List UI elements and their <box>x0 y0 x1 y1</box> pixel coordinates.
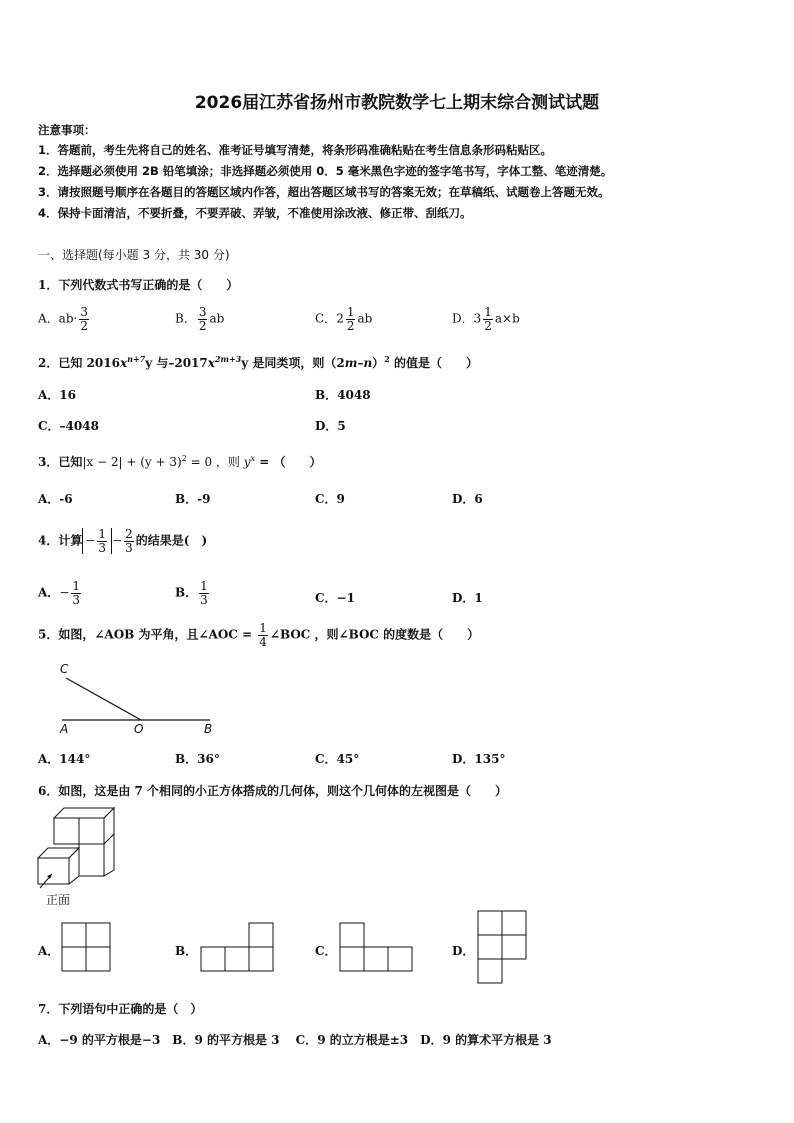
notice-item-3: 3．请按照题号顺序在各题目的答题区域内作答，超出答题区域书写的答案无效；在草稿纸、试题卷上答题无效。 <box>38 185 610 199</box>
q4-option-d[interactable]: D．1 <box>452 591 483 605</box>
option-label: B． <box>175 585 198 600</box>
text: y 与–2017 <box>145 356 208 370</box>
expr: ab <box>357 311 373 326</box>
option-label: B． <box>175 311 196 326</box>
q2-option-b[interactable]: B．4048 <box>315 388 371 402</box>
notice-item-2: 2．选择题必须使用 2B 铅笔填涂；非选择题必须使用 0．5 毫米黑色字迹的签字笔书写，字体工整、笔迹清楚。 <box>38 164 613 178</box>
denominator: 3 <box>200 592 208 607</box>
q1-option-b[interactable] <box>175 306 224 332</box>
front-view-label: 正面 <box>46 893 71 907</box>
option-label: D． <box>452 311 474 326</box>
text: 4．计算 <box>38 533 83 548</box>
fraction <box>71 580 81 606</box>
var: x <box>207 356 215 370</box>
var: m <box>344 356 358 370</box>
denominator: 3 <box>125 540 133 555</box>
q4-option-b[interactable] <box>175 580 211 606</box>
text: y 是同类项，则（2 <box>241 356 345 370</box>
var: y <box>243 455 251 469</box>
exponent: n+7 <box>127 354 146 364</box>
q6-option-d[interactable]: D． <box>452 944 475 958</box>
q2-stem <box>38 354 478 371</box>
q6-option-b-figure <box>199 922 277 974</box>
q4-stem <box>38 528 207 554</box>
exponent: 2m+3 <box>214 354 242 364</box>
text: ） <box>372 356 385 370</box>
text: 2．已知 2016 <box>38 356 120 370</box>
denominator: 2 <box>484 318 492 333</box>
fraction <box>483 306 493 332</box>
fraction <box>258 622 268 648</box>
numerator: 1 <box>346 305 355 319</box>
expr: ab <box>209 311 225 326</box>
numerator: 2 <box>125 527 133 541</box>
q4-option-c[interactable]: C．−1 <box>315 591 355 605</box>
whole-part: 2 <box>336 311 344 326</box>
sign: − <box>85 533 96 548</box>
numerator: 3 <box>80 305 88 319</box>
text: 3．已知 <box>38 455 83 469</box>
whole-part: 3 <box>473 311 482 326</box>
q1-option-d[interactable] <box>452 306 520 332</box>
option-label: C． <box>315 311 337 326</box>
text: – <box>357 356 364 370</box>
text: 的结果是( ) <box>135 533 208 548</box>
page-title: 2026届江苏省扬州市教院数学七上期末综合测试试题 <box>194 93 600 113</box>
q2-option-c[interactable]: C．–4048 <box>38 419 99 433</box>
q7-options[interactable]: A．−9 的平方根是−3 B．9 的平方根是 3 C．9 的立方根是±3 D．9 的算术平方根是 3 <box>38 1033 552 1047</box>
notice-item-1: 1．答题前，考生先将自己的姓名、准考证号填写清楚，将条形码准确粘贴在考生信息条形码粘贴区。 <box>38 143 552 157</box>
q5-option-a[interactable]: A．144° <box>38 752 91 766</box>
q3-option-b[interactable]: B．-9 <box>175 492 211 506</box>
cube-solid-figure <box>36 804 126 890</box>
fraction <box>97 528 107 554</box>
q2-option-a[interactable]: A．16 <box>38 388 77 402</box>
var: x <box>119 356 128 370</box>
fraction <box>346 306 356 332</box>
text: ∠BOC ，则∠BOC 的度数是（ ） <box>269 627 480 642</box>
text: = 0 ，则 <box>186 455 244 469</box>
ray-oc <box>66 678 141 720</box>
expr: |x − 2| + (y + 3) <box>82 455 182 469</box>
fraction <box>124 528 134 554</box>
sign: − <box>59 585 70 600</box>
q3-option-c[interactable]: C．9 <box>315 492 345 506</box>
numerator: 1 <box>484 305 492 319</box>
denominator: 4 <box>259 634 267 649</box>
q3-stem <box>38 453 321 470</box>
q3-option-d[interactable]: D．6 <box>452 492 483 506</box>
fraction <box>198 306 208 332</box>
q5-stem <box>38 622 479 648</box>
exponent: 2 <box>181 454 187 463</box>
q4-option-a[interactable] <box>38 580 83 606</box>
option-label: A． <box>38 311 59 326</box>
q6-option-b[interactable]: B． <box>175 944 198 958</box>
denominator: 2 <box>80 318 88 333</box>
section-heading: 一、选择题(每小题 3 分，共 30 分) <box>38 248 230 262</box>
q1-option-c[interactable] <box>315 306 372 332</box>
denominator: 3 <box>72 592 81 607</box>
expr: a×b <box>494 311 520 326</box>
denominator: 2 <box>346 318 355 333</box>
q1-option-a[interactable] <box>38 306 91 332</box>
numerator: 1 <box>200 579 208 593</box>
q1-stem: 1．下列代数式书写正确的是（ ） <box>38 278 239 292</box>
option-label: A． <box>38 585 60 600</box>
q5-option-b[interactable]: B．36° <box>175 752 220 766</box>
notice-heading: 注意事项： <box>38 123 96 137</box>
numerator: 1 <box>259 621 267 635</box>
denominator: 3 <box>98 540 107 555</box>
q7-stem: 7．下列语句中正确的是（ ） <box>38 1002 203 1016</box>
q3-option-a[interactable]: A．-6 <box>38 492 73 506</box>
denominator: 2 <box>198 318 207 333</box>
q6-option-c[interactable]: C． <box>315 944 337 958</box>
numerator: 1 <box>72 579 81 593</box>
expr: ab· <box>58 311 78 326</box>
var: n <box>363 356 373 370</box>
q2-option-d[interactable]: D．5 <box>315 419 346 433</box>
q6-option-a[interactable]: A． <box>38 944 60 958</box>
abs-value <box>82 528 112 554</box>
sign: − <box>112 533 123 548</box>
text: = （ ） <box>255 455 322 469</box>
q6-stem: 6．如图，这是由 7 个相同的小正方体搭成的几何体，则这个几何体的左视图是（ ） <box>38 784 508 798</box>
fraction <box>199 580 209 606</box>
q5-option-c[interactable]: C．45° <box>315 752 360 766</box>
numerator: 1 <box>98 527 107 541</box>
numerator: 3 <box>198 305 207 319</box>
text: 5．如图，∠AOB 为平角，且∠AOC = <box>38 627 257 642</box>
point-c-label: C <box>60 662 69 676</box>
point-o-label: O <box>134 722 144 736</box>
exponent: x <box>250 454 256 463</box>
notice-item-4: 4．保持卡面清洁，不要折叠，不要弄破、弄皱，不准使用涂改液、修正带、刮纸刀。 <box>38 206 472 220</box>
exponent: 2 <box>384 354 390 364</box>
point-a-label: A <box>60 722 69 736</box>
text: 的值是（ ） <box>389 356 478 370</box>
q6-option-d-figure <box>476 910 530 988</box>
q6-option-a-figure <box>61 922 113 974</box>
q6-option-c-figure <box>338 922 416 974</box>
q5-option-d[interactable]: D．135° <box>452 752 506 766</box>
fraction <box>79 306 89 332</box>
point-b-label: B <box>204 722 213 736</box>
